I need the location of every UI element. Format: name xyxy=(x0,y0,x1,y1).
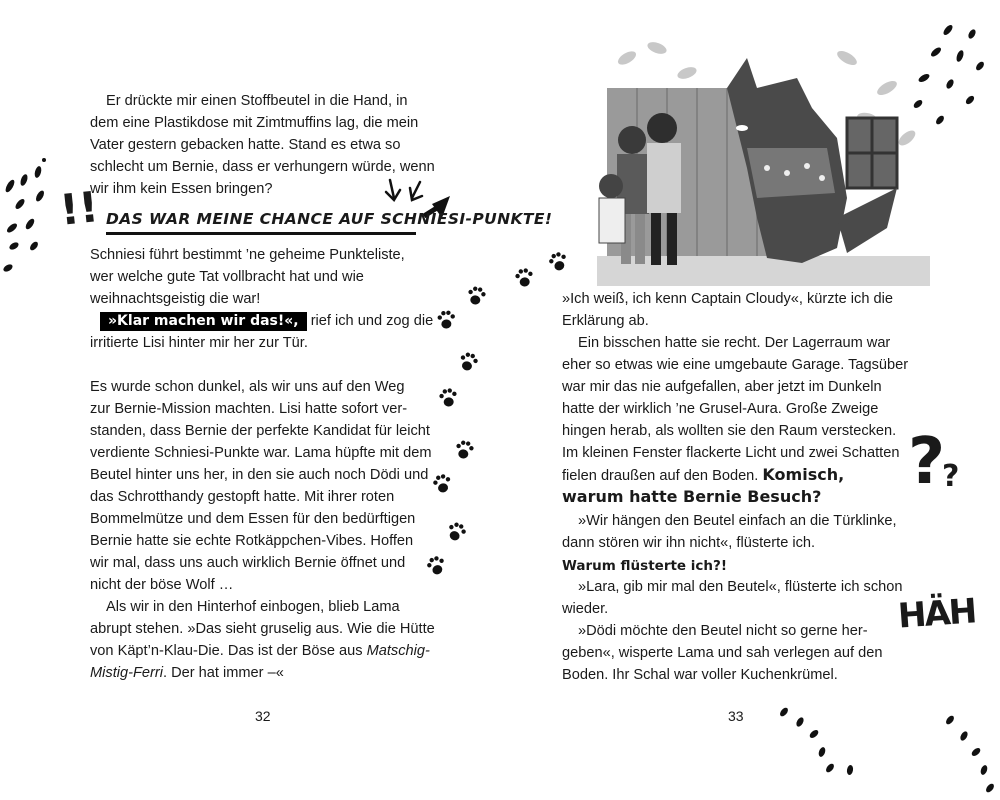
page-number: 33 xyxy=(728,708,744,724)
text-after-label: rief ich und zog die xyxy=(310,313,434,329)
text-line: zur Bernie-Mission machten. Lisi hatte sofort ver- xyxy=(90,401,408,417)
question-mark-doodle: ? xyxy=(908,425,946,499)
text-line: Beutel hinter uns her, in den sie auch noch Dödi und xyxy=(90,467,429,483)
text-line: dann stören wir ihn nicht«, flüsterte ich. xyxy=(562,535,816,551)
italic-title: Matschig- xyxy=(366,643,430,659)
text-line: standen, dass Bernie der perfekte Kandidat für leicht xyxy=(90,423,430,439)
text-line: Bernie hatte sie echte Rotkäppchen-Vibes. Hoffen xyxy=(90,533,414,549)
text-line: »Wir hängen den Beutel einfach an die Türklinke, xyxy=(578,513,897,529)
text-line: Als wir in den Hinterhof einbogen, blieb Lama xyxy=(106,599,400,615)
text-line: war mir das nie aufgefallen, aber jetzt im Dunkeln xyxy=(562,379,882,395)
text-line: Im kleinen Fenster flackerte Licht und zwei Schatten xyxy=(562,445,900,461)
label-line xyxy=(100,310,433,333)
text-line: schlecht um Bernie, dass er verhungern würde, wenn xyxy=(90,159,435,175)
headline: DAS WAR MEINE CHANCE AUF SCHNIESI-PUNKTE! xyxy=(106,210,553,228)
text-line: »Lara, gib mir mal den Beutel«, flüsterte ich schon xyxy=(578,579,903,595)
text-line: Boden. Ihr Schal war voller Kuchenkrümel. xyxy=(562,667,838,683)
text-line: Vater gestern gebacken hatte. Stand es etwa so xyxy=(90,137,401,153)
italic-title: Mistig-Ferri xyxy=(90,665,163,681)
text-line: Ein bisschen hatte sie recht. Der Lagerraum war xyxy=(578,335,891,351)
page-number: 32 xyxy=(255,708,271,724)
text-line: geben«, wisperte Lama und sah verlegen auf den xyxy=(562,645,883,661)
text-line: von Käpt’n-Klau-Die. Das ist der Böse aus Matschig- xyxy=(90,643,430,659)
text-line: wer welche gute Tat vollbracht hat und wie xyxy=(90,269,364,285)
text-line: Mistig-Ferri. Der hat immer –« xyxy=(90,665,284,681)
text-line: Bommelmütze und dem Essen für den bedürftigen xyxy=(90,511,416,527)
handwritten-line: Warum flüsterte ich?! xyxy=(562,558,728,574)
right-page xyxy=(500,0,1000,800)
text-line: weihnachtsgeistig die war! xyxy=(90,291,261,307)
scribble-marks-icon xyxy=(880,20,990,140)
text-line: »Dödi möchte den Beutel nicht so gerne her- xyxy=(578,623,868,639)
text-line: verdiente Schniesi-Punkte war. Lama hüpfte mit dem xyxy=(90,445,432,461)
text-line: eher so etwas wie eine umgebaute Garage. Tagsüber xyxy=(562,357,909,373)
black-label: »Klar machen wir das!«, xyxy=(100,312,307,331)
exclamation-doodle: !! xyxy=(57,182,101,235)
text-line: fielen draußen auf den Boden. Komisch, xyxy=(562,465,845,484)
text-line: wieder. xyxy=(562,601,609,617)
text-line: dem eine Plastikdose mit Zimtmuffins lag, die mein xyxy=(90,115,419,131)
haeh-doodle: HÄH xyxy=(896,591,977,637)
bold-line: warum hatte Bernie Besuch? xyxy=(562,487,822,506)
scribble-marks-icon xyxy=(0,150,60,290)
text-line: hatte der wirklich ’ne Grusel-Aura. Große Zweige xyxy=(562,401,879,417)
text-line: irritierte Lisi hinter mir her zur Tür. xyxy=(90,335,308,351)
text-line: wir ihm kein Essen bringen? xyxy=(90,181,273,197)
text-line: »Ich weiß, ich kenn Captain Cloudy«, kürzte ich die xyxy=(562,291,893,307)
question-mark-doodle-small: ? xyxy=(942,459,960,494)
text-line: nicht der böse Wolf … xyxy=(90,577,234,593)
text-line: abrupt stehen. »Das sieht gruselig aus. Wie die Hütte xyxy=(90,621,435,637)
text-line: Erklärung ab. xyxy=(562,313,649,329)
headline-underline xyxy=(106,232,416,235)
text-line: Es wurde schon dunkel, als wir uns auf den Weg xyxy=(90,379,405,395)
text-line: Schniesi führt bestimmt ’ne geheime Punkteliste, xyxy=(90,247,405,263)
bold-text: Komisch, xyxy=(762,465,845,484)
text-line: das Schrotthandy gestopft hatte. Mit ihrer roten xyxy=(90,489,395,505)
text-line: hingen herab, als wollten sie den Raum verstecken. xyxy=(562,423,897,439)
text-line: Er drückte mir einen Stoffbeutel in die Hand, in xyxy=(106,93,408,109)
scribble-marks-icon xyxy=(770,700,998,798)
text-line: wir mal, dass uns auch wirklich Bernie öffnet und xyxy=(90,555,406,571)
